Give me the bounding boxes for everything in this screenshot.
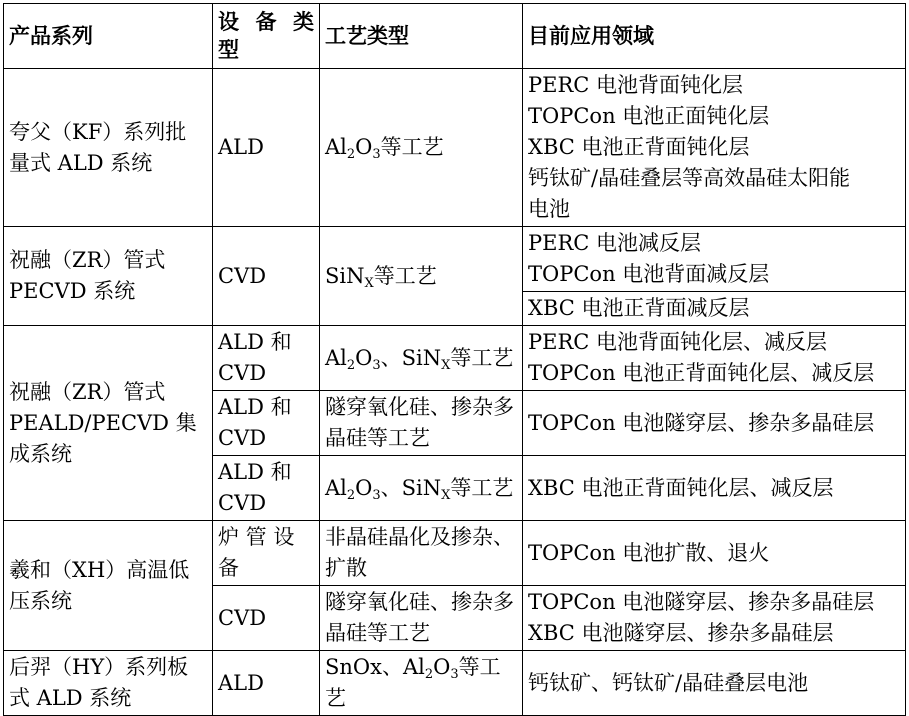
xh-equipment-1: 炉 管 设 备 xyxy=(213,521,320,586)
xh-applications-2 xyxy=(523,586,906,651)
zr-pecvd-applications-xbc: XBC 电池正背面减反层 xyxy=(523,292,906,326)
zr-peald-applications-1 xyxy=(523,326,906,391)
header-product-series: 产品系列 xyxy=(4,4,213,69)
xh-equipment-2: CVD xyxy=(213,586,320,651)
table-row-zr-peald-1 xyxy=(4,326,906,391)
zr-peald-applications-2: TOPCon 电池隧穿层、掺杂多晶硅层 xyxy=(523,391,906,456)
zr-peald-applications-3: XBC 电池正背面钝化层、减反层 xyxy=(523,456,906,521)
header-equipment-type: 设 备 类 型 xyxy=(213,4,320,69)
hy-equipment: ALD xyxy=(213,651,320,716)
zr-pecvd-applications xyxy=(523,227,906,292)
kf-app-line: TOPCon 电池正面钝化层 xyxy=(528,104,770,128)
kf-app-line: XBC 电池正背面钝化层 xyxy=(528,135,750,159)
table-row-kf xyxy=(4,69,906,227)
zr-pecvd-process: SiN$_X$等工艺 xyxy=(320,227,523,326)
table-row-xh-1 xyxy=(4,521,906,586)
hy-applications: 钙钛矿、钙钛矿/晶硅叠层电池 xyxy=(523,651,906,716)
zr-peald-equipment-3: ALD 和 CVD xyxy=(213,456,320,521)
zr-peald-product: 祝融（ZR）管式 PEALD/PECVD 集成系统 xyxy=(4,326,213,521)
header-process-type: 工艺类型 xyxy=(320,4,523,69)
kf-app-line: 钙钛矿/晶硅叠层等高效晶硅太阳能 xyxy=(528,166,851,190)
header-application-field: 目前应用领域 xyxy=(523,4,906,69)
zr-pecvd-app-line: TOPCon 电池背面减反层 xyxy=(528,262,770,286)
zr-pecvd-product: 祝融（ZR）管式 PECVD 系统 xyxy=(4,227,213,326)
zr-peald-equipment-1: ALD 和 CVD xyxy=(213,326,320,391)
kf-product: 夸父（KF）系列批量式 ALD 系统 xyxy=(4,69,213,227)
hy-process: SnOx、$Al_2O_3$等工艺 xyxy=(320,651,523,716)
xh-process-1: 非晶硅晶化及掺杂、扩散 xyxy=(320,521,523,586)
kf-process: $Al_2O_3$等工艺 xyxy=(320,69,523,227)
header-row xyxy=(4,4,906,69)
zr-peald-app-line: TOPCon 电池正背面钝化层、减反层 xyxy=(528,361,875,385)
table-row-hy xyxy=(4,651,906,716)
xh-app-line: TOPCon 电池隧穿层、掺杂多晶硅层 xyxy=(528,590,875,614)
kf-equipment: ALD xyxy=(213,69,320,227)
zr-pecvd-equipment: CVD xyxy=(213,227,320,326)
kf-applications xyxy=(523,69,906,227)
xh-process-2: 隧穿氧化硅、掺杂多晶硅等工艺 xyxy=(320,586,523,651)
zr-peald-process-2: 隧穿氧化硅、掺杂多晶硅等工艺 xyxy=(320,391,523,456)
xh-app-line: XBC 电池隧穿层、掺杂多晶硅层 xyxy=(528,621,834,645)
zr-peald-equipment-2: ALD 和 CVD xyxy=(213,391,320,456)
zr-peald-app-line: PERC 电池背面钝化层、减反层 xyxy=(528,330,828,354)
xh-product: 羲和（XH）高温低压系统 xyxy=(4,521,213,651)
table-row-zr-pecvd xyxy=(4,227,906,292)
product-table xyxy=(3,3,906,716)
kf-app-line: 电池 xyxy=(528,197,570,221)
zr-peald-process-3: $Al_2O_3$、SiN$_X$等工艺 xyxy=(320,456,523,521)
xh-applications-1: TOPCon 电池扩散、退火 xyxy=(523,521,906,586)
zr-peald-process-1: $Al_2O_3$、SiN$_X$等工艺 xyxy=(320,326,523,391)
kf-app-line: PERC 电池背面钝化层 xyxy=(528,73,744,97)
hy-product: 后羿（HY）系列板式 ALD 系统 xyxy=(4,651,213,716)
zr-pecvd-app-line: PERC 电池减反层 xyxy=(528,231,702,255)
